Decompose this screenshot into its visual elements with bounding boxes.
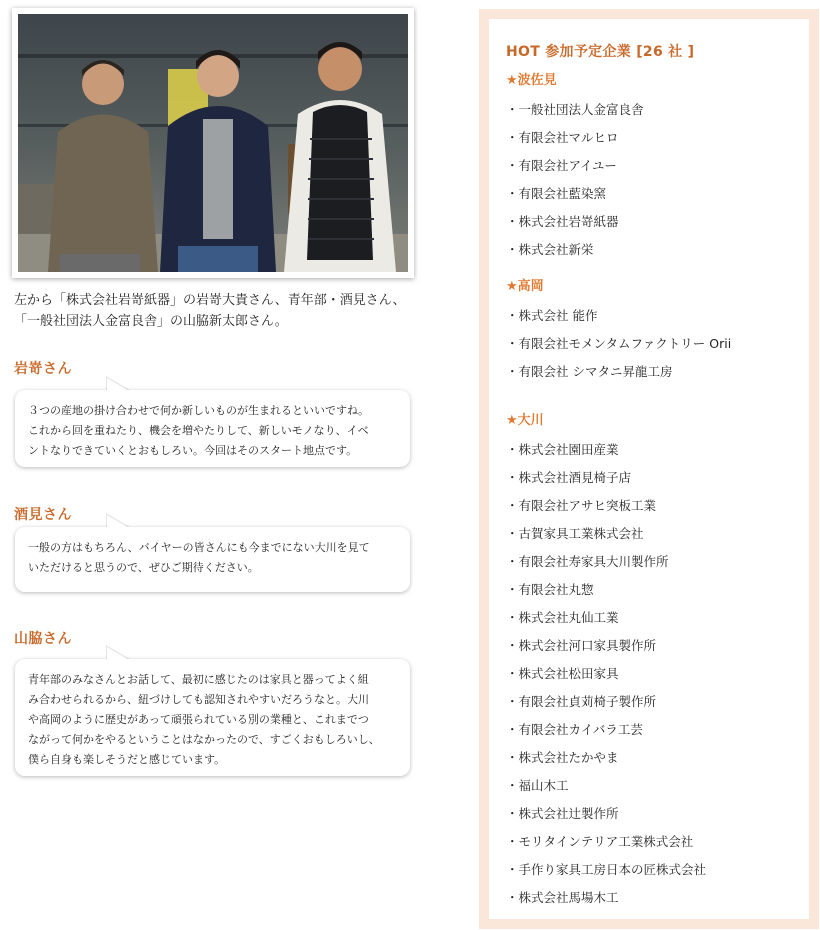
comment-line: これから回を重ねたり、機会を増やたりして、新しいモノなり、イベ xyxy=(28,424,369,437)
list-item: ・ 一般社団法人金富良舎 xyxy=(506,96,789,124)
list-item: ・ 有限会社モメンタムファクトリー Orii xyxy=(506,330,789,358)
list-item: ・ 福山木工 xyxy=(506,772,789,800)
comment-line: や高岡のように歴史があって頑張られている別の業種と、これまでつ xyxy=(28,713,369,726)
list-item: ・ 有限会社寿家具大川製作所 xyxy=(506,548,789,576)
list-item: ・ 株式会社園田産業 xyxy=(506,436,789,464)
list-item: ・ 有限会社マルヒロ xyxy=(506,124,789,152)
list-item: ・ 有限会社丸惣 xyxy=(506,576,789,604)
comment-line: 一般の方はもちろん、バイヤーの皆さんにも今までにない大川を見て xyxy=(28,541,370,554)
speaker-name-iwasaki: 岩嵜さん xyxy=(14,361,72,377)
list-item: ・ 株式会社辻製作所 xyxy=(506,800,789,828)
participants-panel-inner xyxy=(489,19,809,919)
speaker-name-sakemi: 酒見さん xyxy=(14,507,72,523)
list-item: ・ 株式会社たかやま xyxy=(506,744,789,772)
comment-line: ながって何かをやるということはなかったので、すごくおもしろいし、 xyxy=(28,733,380,746)
list-item: ・ 株式会社新栄 xyxy=(506,236,789,264)
list-item: ・ 株式会社丸仙工業 xyxy=(506,604,789,632)
list-item: ・ モリタインテリア工業株式会社 xyxy=(506,828,789,856)
company-list xyxy=(506,96,789,264)
list-item: ・ 有限会社貞苅椅子製作所 xyxy=(506,688,789,716)
photo-frame xyxy=(12,8,414,278)
photo-caption xyxy=(14,290,424,332)
region-title: ★波佐見 xyxy=(506,73,557,88)
comment-line: み合わせられるから、紐づけしても認知されやすいだろうなと。大川 xyxy=(28,693,369,706)
region-okawa xyxy=(506,411,789,912)
region-title: ★大川 xyxy=(506,413,544,428)
group-photo xyxy=(18,14,408,272)
list-item: ・ 株式会社河口家具製作所 xyxy=(506,632,789,660)
comment-line: 僕ら自身も楽しそうだと感じています。 xyxy=(28,753,226,766)
list-item: ・ 有限会社アイユー xyxy=(506,152,789,180)
list-item: ・ 有限会社 シマタニ昇龍工房 xyxy=(506,358,789,386)
list-item: ・ 手作り家具工房日本の匠株式会社 xyxy=(506,856,789,884)
bubble-tail xyxy=(107,515,129,528)
company-list xyxy=(506,436,789,912)
participants-title: HOT 参加予定企業 [26 社 ] xyxy=(506,44,695,60)
list-item: ・ 株式会社馬場木工 xyxy=(506,884,789,912)
comment-line: ントなりできていくとおもしろい。今回はそのスタート地点です。 xyxy=(28,444,358,457)
list-item: ・ 古賀家具工業株式会社 xyxy=(506,520,789,548)
list-item: ・ 有限会社カイバラ工芸 xyxy=(506,716,789,744)
comment-bubble-sakemi xyxy=(15,527,410,592)
caption-line-1: 左から「株式会社岩嵜紙器」の岩嵜大貴さん、青年部・酒見さん、 xyxy=(14,293,406,308)
region-hasami xyxy=(506,71,789,264)
speaker-name-yamawaki: 山脇さん xyxy=(14,631,72,647)
comment-bubble-yamawaki xyxy=(15,659,410,776)
region-title: ★高岡 xyxy=(506,279,544,294)
bubble-tail xyxy=(107,378,129,391)
comment-bubble-iwasaki xyxy=(15,390,410,467)
list-item: ・ 株式会社松田家具 xyxy=(506,660,789,688)
photo-illustration xyxy=(18,14,408,272)
list-item: ・ 有限会社藍染窯 xyxy=(506,180,789,208)
comment-line: ３つの産地の掛け合わせで何か新しいものが生まれるといいですね。 xyxy=(28,404,369,417)
region-takaoka xyxy=(506,277,789,386)
caption-line-2: 「一般社団法人金富良舎」の山脇新太郎さん。 xyxy=(14,314,288,329)
participants-panel xyxy=(479,9,819,929)
list-item: ・ 有限会社アサヒ突板工業 xyxy=(506,492,789,520)
company-list xyxy=(506,302,789,386)
bubble-tail xyxy=(107,647,129,660)
list-item: ・ 株式会社 能作 xyxy=(506,302,789,330)
list-item: ・ 株式会社岩嵜紙器 xyxy=(506,208,789,236)
comment-line: 青年部のみなさんとお話して、最初に感じたのは家具と器ってよく組 xyxy=(28,673,369,686)
comment-line: いただけると思うので、ぜひご期待ください。 xyxy=(28,561,259,574)
list-item: ・ 株式会社酒見椅子店 xyxy=(506,464,789,492)
